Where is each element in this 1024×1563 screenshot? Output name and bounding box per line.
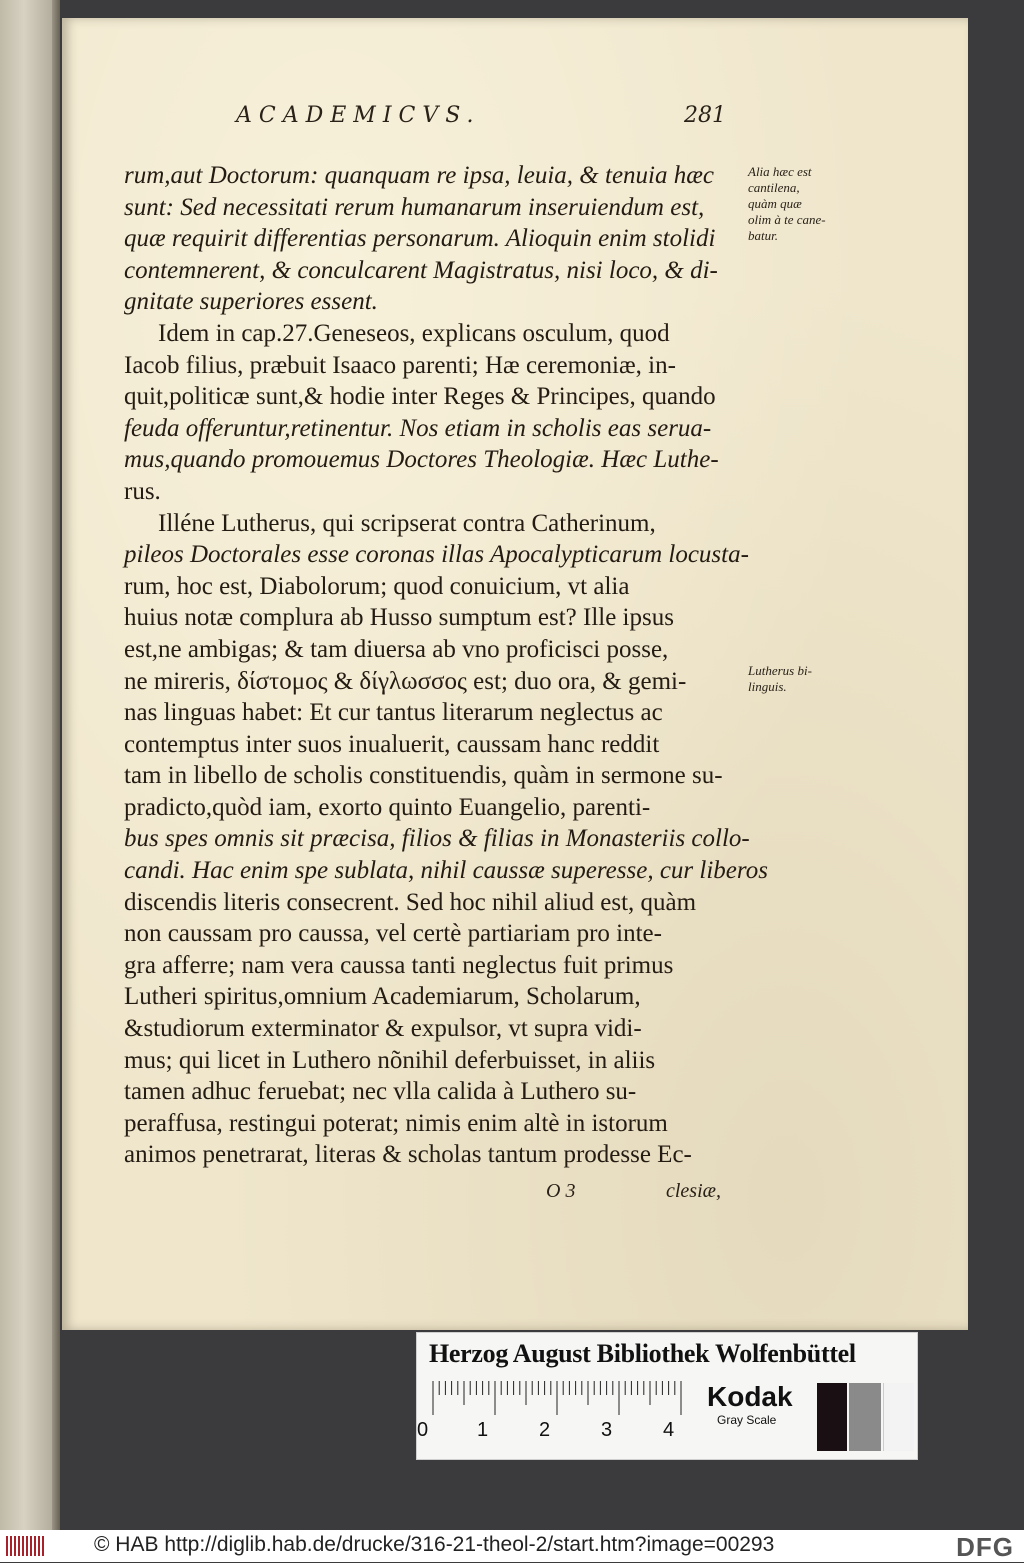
text-line: discendis literis consecrent. Sed hoc nihil aliud est, quàm: [124, 888, 697, 916]
margin-note-line: Lutherus bi-: [748, 663, 812, 678]
ruler-numbers: [417, 1419, 697, 1443]
ruler-number: 4: [663, 1419, 675, 1441]
copyright-url[interactable]: © HAB http://diglib.hab.de/drucke/316-21-theol-2/start.htm?image=00293: [94, 1533, 775, 1556]
text-line: peraffusa, restingui poterat; nimis enim altè in istorum: [124, 1109, 668, 1137]
text-line: contemnerent, & conculcarent Magistratus, nisi loco, & di-: [124, 256, 718, 284]
running-title: ACADEMICVS.: [236, 103, 481, 128]
text-line: sunt: Sed necessitati rerum humanarum inseruiendum est,: [124, 193, 705, 221]
text-line: Idem in cap.27.Geneseos, explicans osculum, quod: [158, 319, 670, 347]
text-line: non caussam pro caussa, vel certè partiariam pro inte-: [124, 920, 662, 948]
text-line: rus.: [124, 477, 161, 505]
margin-note-line: linguis.: [748, 679, 787, 694]
ruler-number: 1: [477, 1419, 489, 1441]
text-line: animos penetrarat, literas & scholas tantum prodesse Ec-: [124, 1141, 692, 1169]
ruler-number: 0: [417, 1419, 429, 1441]
margin-note-line: cantilena,: [748, 180, 800, 195]
gray-scale-label: Gray Scale: [717, 1413, 777, 1427]
text-line: gnitate superiores essent.: [124, 288, 378, 316]
text-line: est,ne ambigas; & tam diuersa ab vno proficisci posse,: [124, 635, 669, 663]
catchword: clesiæ,: [666, 1180, 721, 1202]
text-line: rum, hoc est, Diabolorum; quod conuicium, vt alia: [124, 572, 630, 600]
margin-note-line: batur.: [748, 228, 778, 243]
margin-note-line: Alia hæc est: [748, 164, 812, 179]
ruler-number: 3: [601, 1419, 613, 1441]
barcode-icon: [6, 1536, 46, 1556]
text-line: tam in libello de scholis constituendis, quàm in sermone su-: [124, 762, 723, 790]
page-header: [236, 103, 736, 137]
text-line: Iacob filius, præbuit Isaaco parenti; Hæ ceremoniæ, in-: [124, 351, 676, 379]
ruler-number: 2: [539, 1419, 551, 1441]
page-number: 281: [684, 103, 726, 128]
text-line: candi. Hac enim spe sublata, nihil caussæ superesse, cur liberos: [124, 857, 768, 885]
text-line: pradicto,quòd iam, exorto quinto Euangelio, parenti-: [124, 793, 651, 821]
color-scale-card: [416, 1332, 918, 1460]
gray-swatch: [849, 1383, 881, 1451]
text-line: tamen adhuc feruebat; nec vlla calida à Luthero su-: [124, 1078, 637, 1106]
footer-bar: [0, 1530, 1024, 1562]
white-swatch: [883, 1383, 914, 1451]
text-line: Illéne Lutherus, qui scripserat contra Catherinum,: [158, 509, 656, 537]
text-line: mus; qui licet in Luthero nõnihil deferbuisset, in aliis: [124, 1046, 656, 1074]
dfg-logo: DFG: [956, 1532, 1014, 1562]
text-line: pileos Doctorales esse coronas illas Apocalypticarum locusta-: [124, 541, 749, 569]
text-line: rum,aut Doctorum: quanquam re ipsa, leuia, & tenuia hæc: [124, 162, 715, 189]
text-line: quæ requirit differentias personarum. Alioquin enim stolidi: [124, 225, 716, 253]
text-line: bus spes omnis sit præcisa, filios & filias in Monasteriis collo-: [124, 825, 750, 853]
signature-mark: O 3: [546, 1180, 576, 1202]
ruler-scale: [431, 1381, 693, 1415]
margin-note: [748, 164, 868, 244]
text-line: Lutheri spiritus,omnium Academiarum, Scholarum,: [124, 983, 641, 1011]
text-line: &studiorum exterminator & expulsor, vt supra vidi-: [124, 1015, 642, 1043]
text-line: nas linguas habet: Et cur tantus literarum neglectus ac: [124, 699, 663, 727]
text-line: ne mireris, δίστομος & δίγλωσσος est; duo ora, & gemi-: [124, 667, 687, 695]
text-line: feuda offeruntur,retinentur. Nos etiam in scholis eas serua-: [124, 414, 712, 442]
text-line: gra afferre; nam vera caussa tanti neglectus fuit primus: [124, 951, 674, 979]
adjacent-page-edge: [0, 0, 60, 1530]
kodak-logo: Kodak: [707, 1381, 793, 1412]
margin-note-line: olim à te cane-: [748, 212, 826, 227]
margin-note: [748, 663, 868, 695]
text-line: quit,politicæ sunt,& hodie inter Reges & Principes, quando: [124, 383, 716, 411]
library-name: Herzog August Bibliothek Wolfenbüttel: [429, 1339, 856, 1368]
text-line: huius notæ complura ab Husso sumptum est? Ille ipsus: [124, 604, 674, 632]
dark-swatch: [817, 1383, 847, 1451]
text-line: contemptus inter suos inualuerit, caussam hanc reddit: [124, 730, 660, 758]
margin-note-line: quàm quæ: [748, 196, 802, 211]
text-line: mus,quando promouemus Doctores Theologiæ. Hæc Luthe-: [124, 446, 719, 474]
